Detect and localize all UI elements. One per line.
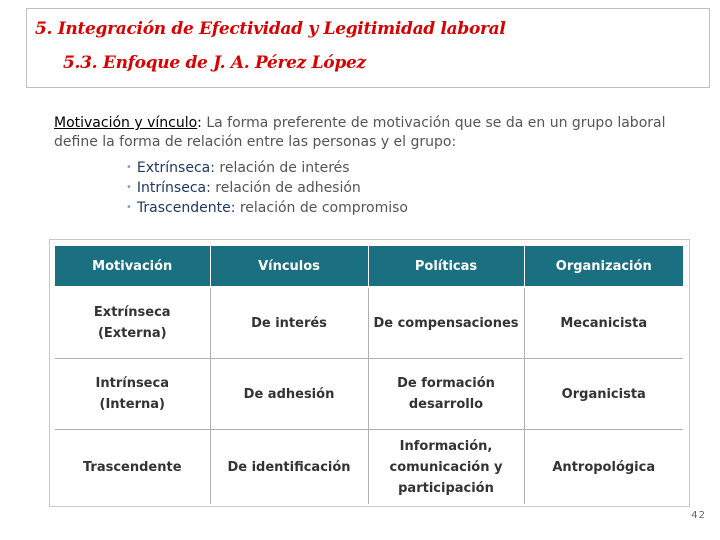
cell-organizacion: Mecanicista (524, 287, 683, 359)
cell-line: De formación (397, 376, 495, 391)
table-row (55, 287, 683, 359)
bullet-key: Trascendente: (136, 200, 236, 216)
table-header-row (55, 246, 683, 287)
cell-line: comunicación y (389, 459, 503, 475)
cell-vinculo: De adhesión (210, 359, 368, 430)
intro-term: Motivación y vínculo (54, 115, 198, 131)
cell-line: (Interna) (99, 397, 165, 412)
bullet-text: relación de adhesión (210, 180, 361, 196)
cell-motivacion (55, 430, 210, 505)
bullet-text: relación de compromiso (235, 200, 408, 216)
bullet-icon: • (126, 182, 132, 193)
list-item (126, 178, 408, 198)
bullet-text: relación de interés (214, 160, 350, 176)
header-politicas: Políticas (368, 246, 524, 287)
cell-line: (Externa) (97, 326, 167, 341)
motivation-table (55, 246, 683, 504)
cell-politica (368, 430, 524, 505)
intro-paragraph (54, 114, 694, 152)
bullet-icon: • (126, 202, 132, 213)
bullet-key: Intrínseca: (136, 180, 211, 196)
cell-line: Intrínseca (95, 376, 169, 391)
bullet-key: Extrínseca: (136, 160, 215, 176)
bullet-icon: • (126, 162, 132, 173)
header-vinculos: Vínculos (210, 246, 368, 287)
header-motivacion: Motivación (55, 246, 210, 287)
cell-line: De compensaciones (373, 315, 519, 331)
cell-line: Trascendente (82, 459, 182, 475)
intro-text: La forma preferente de motivación que se da en un grupo laboral define la forma de relación entre las personas y el grupo: (54, 115, 666, 150)
header-organizacion: Organización (524, 246, 683, 287)
intro-colon: : (197, 115, 202, 131)
cell-line: desarrollo (408, 397, 484, 412)
bullet-list (126, 158, 408, 218)
table-row (55, 359, 683, 430)
title-box (26, 8, 710, 88)
table-row (55, 430, 683, 505)
cell-vinculo: De interés (210, 287, 368, 359)
cell-vinculo: De identificación (210, 430, 368, 505)
cell-organizacion: Antropológica (552, 459, 656, 475)
cell-line: Información, (399, 438, 493, 454)
list-item (126, 158, 408, 178)
slide-subtitle: 5.3. Enfoque de J. A. Pérez López (63, 53, 366, 73)
cell-line: Extrínseca (93, 305, 171, 320)
cell-motivacion (55, 287, 210, 359)
page-number: 42 (691, 510, 706, 521)
slide-title: 5. Integración de Efectividad y Legitimidad laboral (35, 19, 506, 39)
cell-line: participación (398, 480, 494, 496)
cell-motivacion (55, 359, 210, 430)
cell-politica (368, 287, 524, 359)
cell-organizacion: Organicista (524, 359, 683, 430)
cell-politica (368, 359, 524, 430)
list-item (126, 198, 408, 218)
